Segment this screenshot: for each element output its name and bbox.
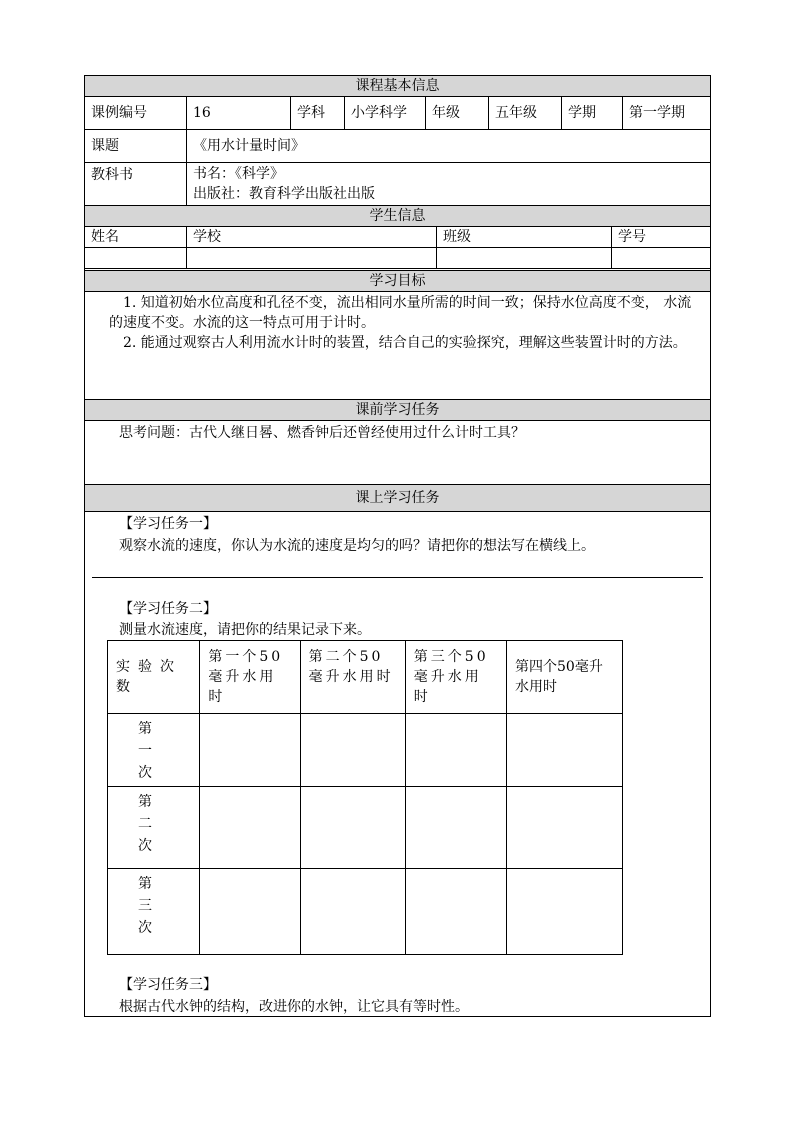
course-info-header: 课程基本信息	[84, 75, 711, 97]
case-no-value: 16	[186, 96, 291, 130]
name-label: 姓名	[84, 226, 187, 248]
class-label: 班级	[436, 226, 612, 248]
time-cell[interactable]	[300, 714, 405, 787]
time-cell[interactable]	[507, 869, 623, 955]
answer-line[interactable]	[92, 577, 703, 578]
objectives-header: 学习目标	[84, 270, 711, 292]
subject-value: 小学科学	[344, 96, 426, 130]
table-header-col: 第三个50毫升水用时	[405, 641, 506, 714]
row-label: 第三次	[108, 869, 200, 955]
time-cell[interactable]	[200, 787, 300, 869]
task2-text: 测量水流速度，请把你的结果记录下来。	[119, 622, 371, 638]
in-class-header: 课上学习任务	[84, 484, 711, 512]
task3-text: 根据古代水钟的结构，改进你的水钟，让它具有等时性。	[119, 999, 469, 1015]
objective-item: 1. 知道初始水位高度和孔径不变，流出相同水量所需的时间一致；保持水位高度不变， 水流的速度不变。水流的这一特点可用于计时。	[109, 295, 692, 331]
school-label: 学校	[186, 226, 437, 248]
textbook-label: 教科书	[84, 162, 187, 206]
time-cell[interactable]	[405, 787, 506, 869]
grade-label: 年级	[425, 96, 489, 130]
time-cell[interactable]	[300, 869, 405, 955]
time-cell[interactable]	[200, 714, 300, 787]
time-cell[interactable]	[507, 787, 623, 869]
objectives-body	[84, 291, 711, 400]
topic-value: 《用水计量时间》	[186, 129, 711, 163]
publisher: 出版社：教育科学出版社出版	[193, 186, 375, 202]
table-header-col: 第一个50毫升水用时	[200, 641, 300, 714]
grade-value: 五年级	[488, 96, 562, 130]
class-field[interactable]	[436, 247, 612, 269]
school-field[interactable]	[186, 247, 437, 269]
term-label: 学期	[561, 96, 623, 130]
task1-title: 【学习任务一】	[119, 516, 217, 532]
pre-class-question: 思考问题：古代人继日晷、燃香钟后还曾经使用过什么计时工具？	[119, 425, 525, 441]
table-header-col: 第二个50毫升水用时	[300, 641, 405, 714]
table-header-col: 第四个50毫升水用时	[507, 641, 623, 714]
objective-item: 2. 能通过观察古人利用流水计时的装置，结合自己的实验探究，理解这些装置计时的方法。	[123, 335, 687, 351]
case-no-label: 课例编号	[84, 96, 187, 130]
pre-class-header: 课前学习任务	[84, 399, 711, 421]
name-field[interactable]	[84, 247, 187, 269]
table-row	[108, 787, 623, 869]
student-no-label: 学号	[611, 226, 711, 248]
row-label: 第二次	[108, 787, 200, 869]
time-cell[interactable]	[200, 869, 300, 955]
task2-title: 【学习任务二】	[119, 601, 217, 617]
table-header-trials: 实验次数	[108, 641, 200, 714]
term-value: 第一学期	[622, 96, 711, 130]
time-cell[interactable]	[507, 714, 623, 787]
book-name: 书名：《科学》	[193, 166, 284, 182]
measurement-table	[107, 640, 623, 955]
time-cell[interactable]	[405, 869, 506, 955]
task1-text: 观察水流的速度，你认为水流的速度是均匀的吗？请把你的想法写在横线上。	[119, 538, 595, 554]
time-cell[interactable]	[300, 787, 405, 869]
student-info-header: 学生信息	[84, 205, 711, 227]
task3-title: 【学习任务三】	[119, 977, 217, 993]
student-no-field[interactable]	[611, 247, 711, 269]
table-row	[108, 869, 623, 955]
subject-label: 学科	[290, 96, 345, 130]
table-row	[108, 714, 623, 787]
textbook-value	[186, 162, 711, 206]
time-cell[interactable]	[405, 714, 506, 787]
row-label: 第一次	[108, 714, 200, 787]
topic-label: 课题	[84, 129, 187, 163]
